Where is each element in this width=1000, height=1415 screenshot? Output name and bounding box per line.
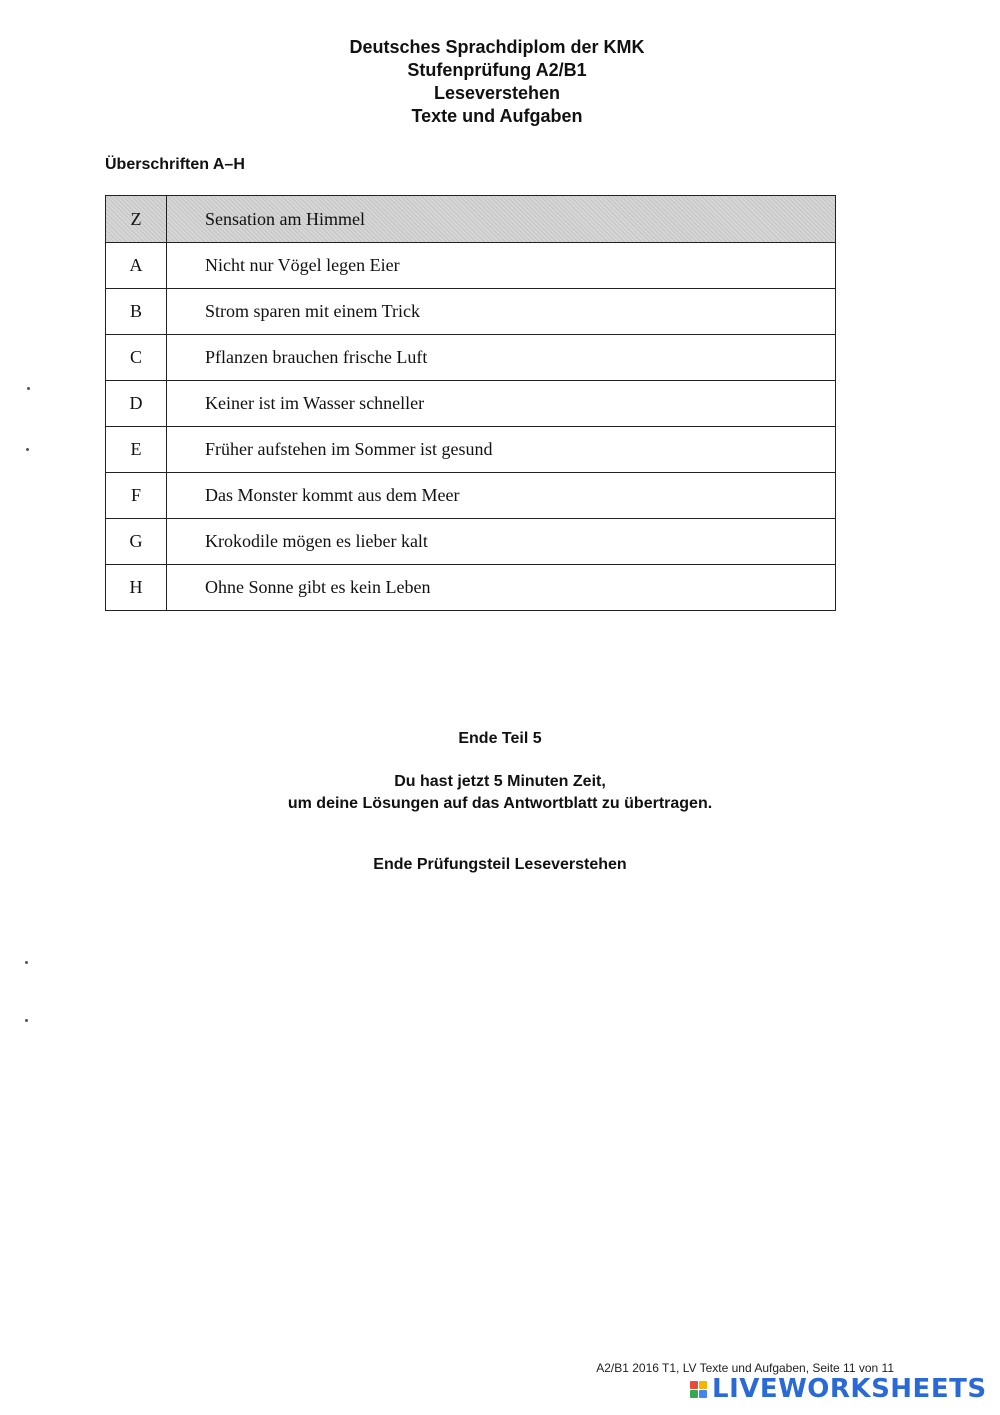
row-heading-text: Ohne Sonne gibt es kein Leben bbox=[167, 565, 836, 611]
example-row bbox=[106, 196, 836, 243]
table-row bbox=[106, 243, 836, 289]
instruction-line-2: um deine Lösungen auf das Antwortblatt zu übertragen. bbox=[287, 795, 713, 812]
headings-table bbox=[105, 195, 836, 611]
row-letter: F bbox=[106, 473, 167, 519]
title-line-3: Leseverstehen bbox=[433, 83, 561, 103]
page-footer: A2/B1 2016 T1, LV Texte und Aufgaben, Seite 11 von 11 bbox=[596, 1361, 894, 1375]
row-letter: C bbox=[106, 335, 167, 381]
instruction-line-1: Du hast jetzt 5 Minuten Zeit, bbox=[394, 773, 606, 790]
brand-text: LIVEWORKSHEETS bbox=[712, 1374, 987, 1404]
row-heading-text: Früher aufstehen im Sommer ist gesund bbox=[167, 427, 836, 473]
row-heading-text: Krokodile mögen es lieber kalt bbox=[167, 519, 836, 565]
brand-grid-icon bbox=[690, 1381, 707, 1398]
title-line-1: Deutsches Sprachdiplom der KMK bbox=[349, 37, 645, 57]
row-heading-text: Sensation am Himmel bbox=[167, 196, 836, 243]
row-letter: D bbox=[106, 381, 167, 427]
row-letter: E bbox=[106, 427, 167, 473]
row-letter: G bbox=[106, 519, 167, 565]
scan-speck bbox=[26, 448, 29, 451]
title-line-4: Texte und Aufgaben bbox=[411, 106, 583, 126]
row-heading-text: Das Monster kommt aus dem Meer bbox=[167, 473, 836, 519]
table-row bbox=[106, 289, 836, 335]
table-row bbox=[106, 519, 836, 565]
scan-speck bbox=[27, 387, 30, 390]
table-row bbox=[106, 427, 836, 473]
scan-speck bbox=[25, 1019, 28, 1022]
table-row bbox=[106, 565, 836, 611]
table-row bbox=[106, 473, 836, 519]
section-heading: Überschriften A–H bbox=[105, 156, 245, 173]
row-heading-text: Pflanzen brauchen frische Luft bbox=[167, 335, 836, 381]
row-letter: Z bbox=[106, 196, 167, 243]
row-letter: H bbox=[106, 565, 167, 611]
row-letter: A bbox=[106, 243, 167, 289]
table-row bbox=[106, 335, 836, 381]
scan-speck bbox=[25, 961, 28, 964]
end-part-label: Ende Teil 5 bbox=[458, 730, 542, 747]
title-line-2: Stufenprüfung A2/B1 bbox=[407, 60, 587, 80]
document-title bbox=[0, 36, 1000, 128]
instruction-text bbox=[0, 771, 1000, 815]
liveworksheets-logo[interactable] bbox=[690, 1374, 987, 1404]
row-heading-text: Strom sparen mit einem Trick bbox=[167, 289, 836, 335]
end-section-label: Ende Prüfungsteil Leseverstehen bbox=[373, 856, 627, 873]
row-letter: B bbox=[106, 289, 167, 335]
table-row bbox=[106, 381, 836, 427]
row-heading-text: Keiner ist im Wasser schneller bbox=[167, 381, 836, 427]
row-heading-text: Nicht nur Vögel legen Eier bbox=[167, 243, 836, 289]
